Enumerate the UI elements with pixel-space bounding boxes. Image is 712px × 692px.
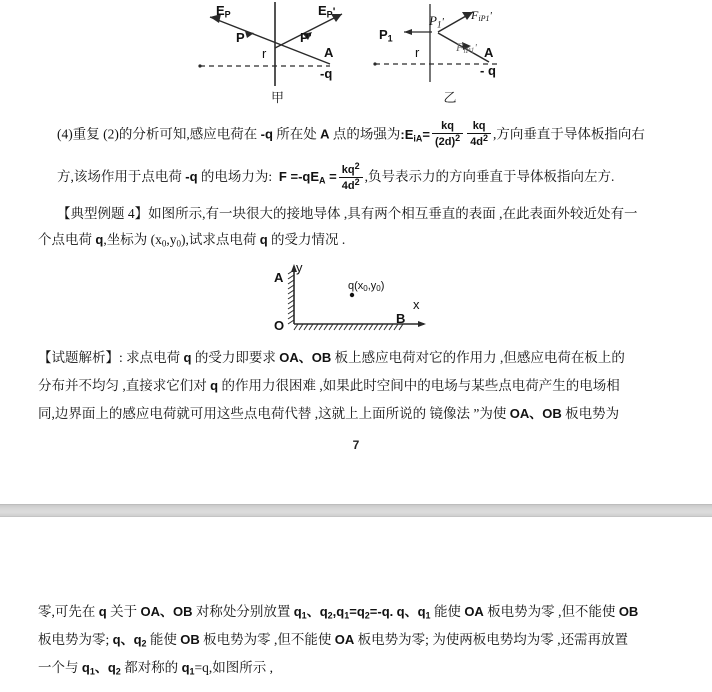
quadrant-label-o: O	[274, 318, 285, 333]
label-field-ep: $E_P$	[216, 3, 231, 20]
label-charge-negq: -q	[320, 66, 333, 81]
ac-l1-o: ,但不能使	[558, 604, 616, 619]
page-number: 7	[352, 438, 360, 452]
an-l3-a: 同,边界面上的感应电荷就可用这些点电荷代替	[38, 406, 312, 421]
an-l1-g: ,但感应电荷在板上的	[499, 350, 625, 365]
p4-l1-g: $:E_{iA}=$	[400, 126, 430, 143]
an-l3-f: 板电势为	[565, 406, 620, 421]
ac-l2-h: 板电势为零;	[357, 632, 429, 647]
an-l2-b: ,直接求它们对	[122, 378, 207, 393]
ex4-l1-d: ,具有两个相互垂直的表面	[343, 206, 496, 221]
label-distance-r: r	[262, 46, 267, 61]
label-charge-negq-yi: - q	[480, 63, 496, 78]
ac-l1-p: OB	[618, 604, 639, 619]
an-l1-e: OA、OB	[279, 350, 332, 365]
an-l2-a: 分布并不均匀	[38, 378, 119, 393]
ac-l3-a: 一个与	[38, 660, 79, 675]
paragraph-4-line-1	[57, 122, 645, 149]
ac-l2-e: 板电势为零	[203, 632, 271, 647]
ac-l1-formula: $q_1$、$q_2,q_1=q_2=-q$.	[293, 604, 394, 621]
ac-l2-i: 为使两板电势均为零	[432, 632, 554, 647]
p4-l1-c: -q	[260, 126, 273, 142]
analysis-line-3	[38, 404, 619, 424]
an-l2-d: 的作用力很困难	[221, 378, 316, 393]
ac-l1-a: 零,可先在	[38, 604, 96, 619]
ac-l2-g: OA	[334, 632, 355, 647]
page-break-divider	[0, 504, 712, 517]
p4-l1-d: 所在处	[276, 126, 317, 142]
quadrant-label-a: A	[274, 270, 284, 285]
ex4-l1-a: 【典型例题	[57, 206, 125, 221]
analysis-cont-line-1	[38, 602, 638, 625]
figure-jia-caption: 甲	[270, 90, 284, 105]
formula-force-frac: $\frac{kq^2}{4d^2}$	[339, 162, 363, 192]
formula-eia-frac-1: $\frac{kq}{(2d)^2}$	[432, 121, 463, 148]
label-force-lower: $F_{iP1}'$	[456, 40, 477, 55]
label-field-ep-prime: $E_P'$	[318, 3, 336, 20]
p4-l2-b: -q	[185, 169, 198, 185]
an-l1-a: 【试题解析】:	[38, 350, 123, 365]
an-l3-e: OA、OB	[509, 406, 562, 421]
ac-l1-k: q、$q_1$	[396, 604, 431, 621]
ac-l3-g: ,	[269, 660, 274, 675]
p4-l2-tail: ,负号表示力的方向垂直于导体板指向左方.	[364, 169, 615, 185]
top-figure-group	[0, 0, 712, 108]
label-point-p-prime: P'	[300, 30, 312, 45]
p4-l1-a: (4)重复 (2)的分析可知	[57, 126, 187, 142]
ac-l2-d: OB	[180, 632, 200, 647]
label-point-p1: $P_1$	[379, 27, 393, 44]
p4-l2-c: 的电场力为:	[200, 169, 273, 185]
ex4-l2-g: 的受力情况	[271, 232, 339, 247]
quadrant-label-b: B	[396, 311, 406, 326]
ac-l1-m: OA	[464, 604, 484, 619]
formula-eia-frac-2: $\frac{kq}{4d^2}$	[467, 121, 491, 148]
an-l3-d: ”为使	[473, 406, 507, 421]
figure-yi	[370, 0, 530, 108]
analysis-cont-line-2	[38, 630, 628, 653]
ex4-l2-a: 个点电荷	[38, 232, 92, 247]
ex4-l1-c: ,有一块很大的接地导体	[202, 206, 341, 221]
ex4-l2-h: .	[341, 232, 346, 247]
ac-l3-f: =q,如图所示	[194, 660, 267, 675]
ac-l1-e: 对称处分别放置	[195, 604, 291, 619]
label-point-a: A	[324, 45, 334, 60]
analysis-line-1	[38, 348, 625, 368]
an-l1-d: 的受力即要求	[194, 350, 276, 365]
ex4-l1-b: 4】如图所示	[127, 206, 203, 221]
quadrant-charge-label: $q(x_0,y_0)$	[348, 280, 385, 293]
an-l2-e: ,如果此时空间中的电场与某些点电荷产生的电场相	[319, 378, 620, 393]
ac-l2-f: ,但不能使	[274, 632, 332, 647]
label-distance-r-yi: r	[415, 45, 420, 60]
an-l3-b: ,这就上上面所说的	[314, 406, 427, 421]
example-4-line-1	[57, 204, 638, 224]
ac-l3-b: $q_1$、$q_2$	[81, 660, 121, 677]
an-l1-c: q	[183, 350, 192, 365]
ex4-l2-b: q	[95, 232, 104, 247]
figure-jia	[190, 0, 365, 108]
ac-l3-d: 都对称的	[124, 660, 179, 675]
an-l3-c: 镜像法	[429, 406, 470, 421]
an-l1-b: 求点电荷	[126, 350, 181, 365]
p4-l1-e: A	[320, 126, 330, 142]
label-force-upper: $F_{iP1}'$	[471, 8, 492, 23]
analysis-cont-line-3	[38, 658, 273, 681]
ac-l3-e: $q_1$	[181, 660, 195, 677]
ex4-l1-e: ,在此表面外较近处有一	[499, 206, 638, 221]
p4-l1-tail: ,方向垂直于导体板指向右	[493, 126, 645, 142]
ac-l1-n: 板电势为零	[487, 604, 555, 619]
ac-l2-j: ,还需再放置	[557, 632, 629, 647]
p4-l1-b: ,感应电荷在	[186, 126, 258, 142]
an-l2-c: q	[210, 378, 219, 393]
label-point-p: P	[236, 30, 245, 45]
ac-l2-a: 板电势为零;	[38, 632, 110, 647]
analysis-line-2	[38, 376, 620, 396]
ac-l1-d: OA、OB	[140, 604, 193, 619]
p4-l1-f: 点的场强为	[332, 126, 401, 142]
ex4-l2-c: ,坐标为 $(x_0,y_0)$,试求点电荷	[103, 232, 257, 249]
ac-l1-b: q	[98, 604, 107, 619]
ex4-l2-f: q	[259, 232, 268, 247]
quadrant-axis-x: x	[413, 297, 420, 312]
ac-l1-c: 关于	[110, 604, 138, 619]
p4-l2-d: $F =-qE_A$ =	[278, 169, 337, 186]
paragraph-4-line-2	[57, 163, 614, 193]
label-point-p1-prime: $P_1'$	[429, 13, 444, 30]
ac-l2-c: 能使	[149, 632, 177, 647]
figure-yi-caption: 乙	[443, 90, 457, 105]
example-4-line-2	[38, 230, 345, 253]
p4-l2-a: 方,该场作用于点电荷	[57, 169, 182, 185]
label-point-a-yi: A	[484, 45, 494, 60]
quadrant-axis-y: y	[296, 260, 303, 275]
quadrant-figure	[262, 262, 442, 338]
ac-l1-l: 能使	[433, 604, 461, 619]
an-l1-f: 板上感应电荷对它的作用力	[334, 350, 497, 365]
ac-l2-b: q、$q_2$	[112, 632, 147, 649]
